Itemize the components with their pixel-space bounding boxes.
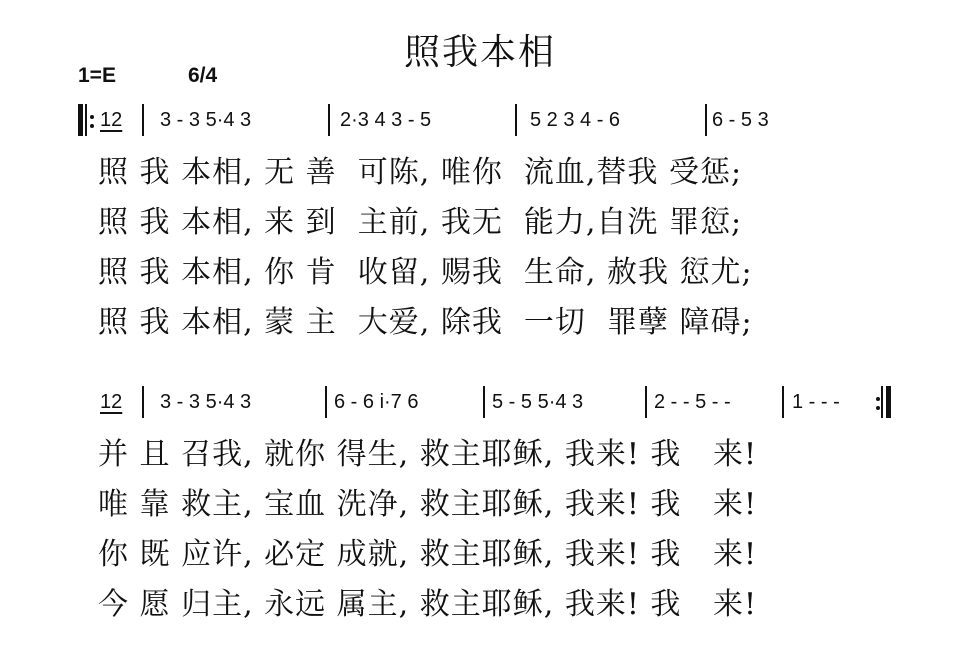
- barline: [705, 104, 707, 136]
- repeat-dot: [90, 115, 94, 119]
- chorus-measure-1: 3 - 3 5·4 3: [160, 391, 252, 413]
- verse-lyric-line-1: 照 我 本相, 无 善 可陈, 唯你 流血,替我 受惩;: [98, 155, 743, 190]
- chorus-lyric-line-2: 唯 靠 救主, 宝血 洗净, 救主耶稣, 我来! 我 来!: [98, 487, 758, 522]
- verse-measure-3: 5 2 3 4 - 6: [530, 109, 621, 131]
- barline: [483, 386, 485, 418]
- time-signature: 6/4: [188, 64, 218, 87]
- barline: [85, 104, 87, 136]
- verse-lyric-line-4: 照 我 本相, 蒙 主 大爱, 除我 一切 罪孽 障碍;: [98, 305, 753, 340]
- repeat-dot: [90, 124, 94, 128]
- barline: [645, 386, 647, 418]
- verse-measure-2: 2·3 4 3 - 5: [340, 109, 432, 131]
- key-signature: 1=E: [78, 64, 116, 87]
- chorus-measure-3: 5 - 5 5·4 3: [492, 391, 584, 413]
- barline: [881, 386, 883, 418]
- verse-notation: [0, 100, 960, 140]
- verse-measure-4: 6 - 5 3: [712, 109, 769, 131]
- barline: [328, 104, 330, 136]
- chorus-notation: [0, 382, 960, 422]
- verse-pickup: 12: [100, 109, 123, 131]
- repeat-end-barline: [886, 386, 891, 418]
- barline: [782, 386, 784, 418]
- barline: [142, 104, 144, 136]
- verse-lyric-line-3: 照 我 本相, 你 肯 收留, 赐我 生命, 赦我 愆尤;: [98, 255, 753, 290]
- chorus-lyric-line-1: 并 且 召我, 就你 得生, 救主耶稣, 我来! 我 来!: [98, 437, 758, 472]
- chorus-lyric-line-4: 今 愿 归主, 永远 属主, 救主耶稣, 我来! 我 来!: [98, 587, 758, 622]
- song-title: 照我本相: [403, 32, 556, 73]
- repeat-dot: [876, 406, 880, 410]
- chorus-measure-2: 6 - 6 i·7 6: [334, 391, 419, 413]
- verse-measure-1: 3 - 3 5·4 3: [160, 109, 252, 131]
- chorus-measure-4: 2 - - 5 - -: [654, 391, 731, 413]
- barline: [515, 104, 517, 136]
- chorus-lyric-line-3: 你 既 应许, 必定 成就, 救主耶稣, 我来! 我 来!: [98, 537, 758, 572]
- repeat-start-barline: [78, 104, 83, 136]
- verse-lyric-line-2: 照 我 本相, 来 到 主前, 我无 能力,自洗 罪愆;: [98, 205, 743, 240]
- repeat-dot: [876, 397, 880, 401]
- chorus-pickup: 12: [100, 391, 123, 413]
- chorus-measure-5: 1 - - -: [792, 391, 840, 413]
- barline: [142, 386, 144, 418]
- barline: [325, 386, 327, 418]
